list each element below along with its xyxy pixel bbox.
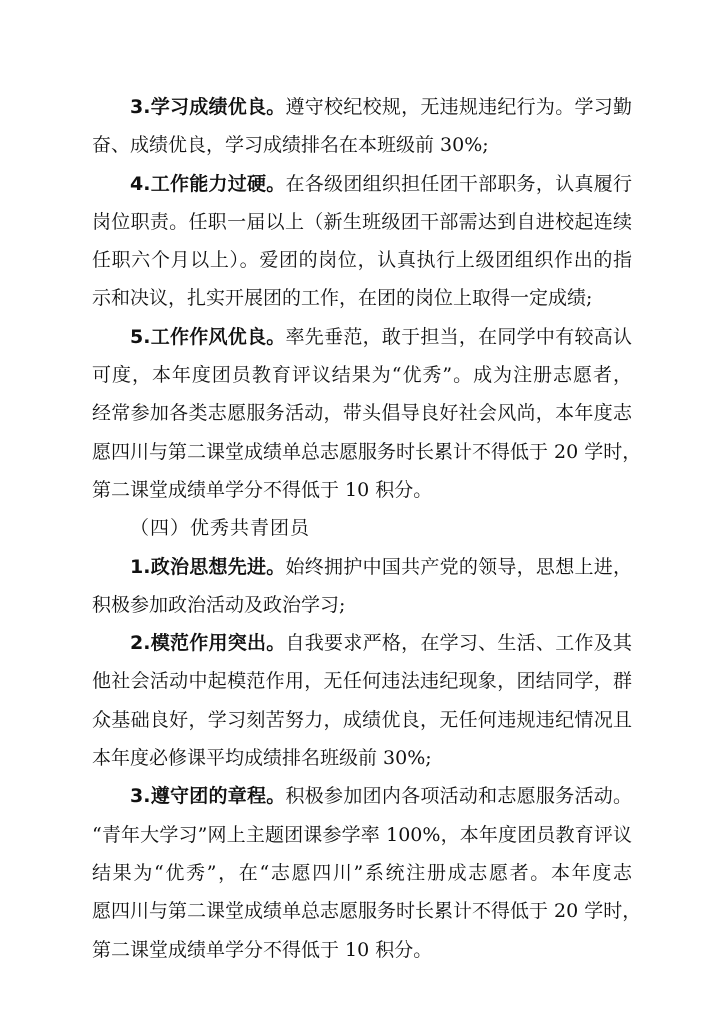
item-text: 愿四川与第二课堂成绩单总志愿服务时长累计不得低于 20 学时， <box>92 440 642 463</box>
paragraph-work-style-line-4 <box>92 433 642 471</box>
item-text: 可度，本年度团员教育评议结果为“优秀”。成为注册志愿者， <box>92 364 632 387</box>
item-heading-study: 3.学习成绩优良。 <box>130 96 286 118</box>
paragraph-role-model-line-3 <box>92 701 632 739</box>
item-text: 第二课堂成绩单学分不得低于 10 积分。 <box>92 938 433 961</box>
item-text: 遵守校纪校规，无违规违纪行为。学习勤 <box>285 96 632 118</box>
item-heading-charter: 3.遵守团的章程。 <box>130 785 286 808</box>
paragraph-work-ability-line-1 <box>92 165 632 203</box>
paragraph-work-style-line-5 <box>92 471 632 509</box>
item-text: 示和决议，扎实开展团的工作，在团的岗位上取得一定成绩; <box>92 287 593 310</box>
item-text: 他社会活动中起模范作用，无任何违法违纪现象，团结同学，群 <box>92 670 632 693</box>
item-text: 结果为“优秀”，在“志愿四川”系统注册成志愿者。本年度志 <box>92 861 632 884</box>
paragraph-charter-line-4 <box>92 892 642 930</box>
item-heading-role-model: 2.模范作用突出。 <box>130 632 286 655</box>
item-text: 众基础良好，学习刻苦努力，成绩优良，无任何违规违纪情况且 <box>92 708 632 731</box>
paragraph-charter-line-3 <box>92 854 632 892</box>
item-text: “青年大学习”网上主题团课参学率 100%，本年度团员教育评议 <box>92 823 632 846</box>
paragraph-work-ability-line-4 <box>92 279 632 317</box>
section-heading: （四）优秀共青团员 <box>130 517 311 540</box>
item-text: 奋、成绩优良，学习成绩排名在本班级前 30%; <box>92 134 489 157</box>
paragraph-politics-line-1 <box>92 548 632 586</box>
paragraph-study-line-1 <box>92 88 632 126</box>
document-body <box>92 88 642 969</box>
paragraph-role-model-line-4 <box>92 739 632 777</box>
item-text: 在各级团组织担任团干部职务，认真履行 <box>285 172 632 195</box>
paragraph-study-line-2 <box>92 126 632 164</box>
item-text: 始终拥护中国共产党的领导，思想上进， <box>285 555 632 578</box>
item-text: 积极参加团内各项活动和志愿服务活动。 <box>285 785 632 808</box>
paragraph-charter-line-2 <box>92 816 632 854</box>
item-text: 任职六个月以上）。爱团的岗位，认真执行上级团组织作出的指 <box>92 249 632 272</box>
paragraph-work-style-line-1 <box>92 318 632 356</box>
paragraph-charter-line-5 <box>92 931 632 969</box>
paragraph-work-style-line-3 <box>92 394 632 432</box>
item-text: 积极参加政治活动及政治学习; <box>92 593 346 616</box>
item-text: 愿四川与第二课堂成绩单总志愿服务时长累计不得低于 20 学时， <box>92 900 642 923</box>
item-text: 自我要求严格，在学习、生活、工作及其 <box>285 632 632 655</box>
item-heading-work-ability: 4.工作能力过硬。 <box>130 172 286 195</box>
item-text: 本年度必修课平均成绩排名班级前 30%; <box>92 747 432 770</box>
item-text: 岗位职责。任职一届以上（新生班级团干部需达到自进校起连续 <box>92 210 632 233</box>
item-text: 第二课堂成绩单学分不得低于 10 积分。 <box>92 478 433 501</box>
item-heading-politics: 1.政治思想先进。 <box>130 555 286 578</box>
item-text: 经常参加各类志愿服务活动，带头倡导良好社会风尚，本年度志 <box>92 402 632 425</box>
paragraph-role-model-line-2 <box>92 662 632 700</box>
paragraph-charter-line-1 <box>92 777 632 815</box>
paragraph-work-ability-line-2 <box>92 203 632 241</box>
paragraph-work-ability-line-3 <box>92 241 632 279</box>
paragraph-role-model-line-1 <box>92 624 632 662</box>
paragraph-politics-line-2 <box>92 586 632 624</box>
item-text: 率先垂范，敢于担当，在同学中有较高认 <box>285 325 632 348</box>
paragraph-work-style-line-2 <box>92 356 632 394</box>
item-heading-work-style: 5.工作作风优良。 <box>130 325 286 348</box>
